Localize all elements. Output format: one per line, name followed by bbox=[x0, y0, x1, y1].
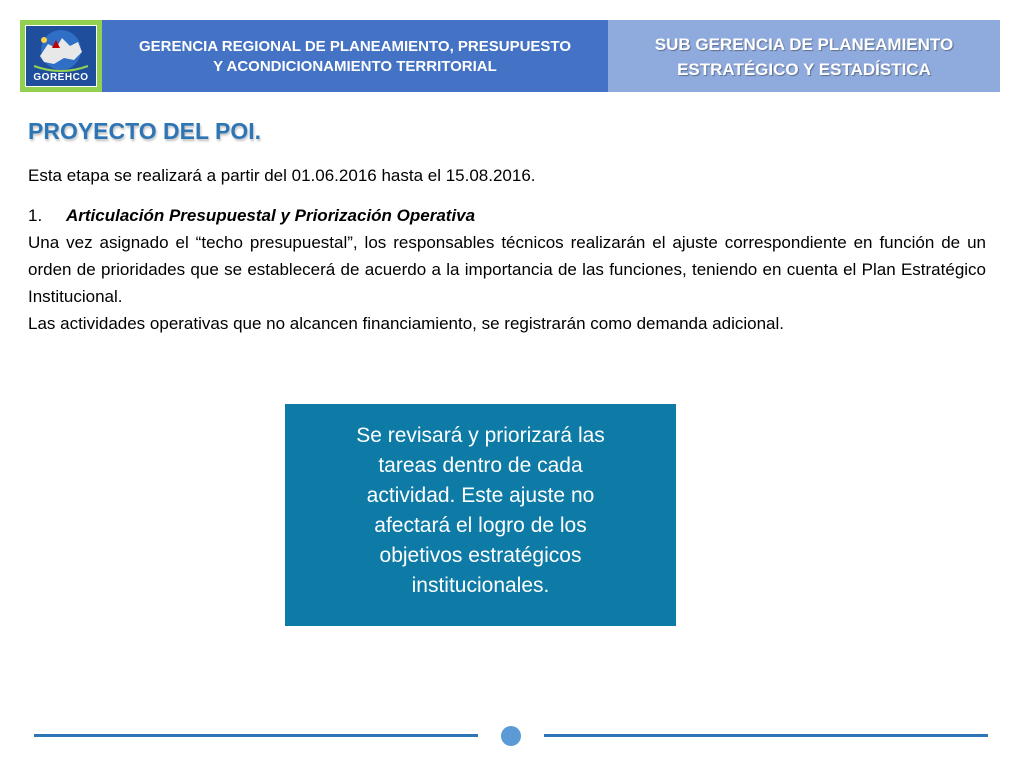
paragraph-2: Las actividades operativas que no alcancen financiamiento, se registrarán como demanda adicional. bbox=[28, 314, 785, 333]
header-left-title bbox=[102, 20, 608, 92]
header-left-line-2: Y ACONDICIONAMIENTO TERRITORIAL bbox=[213, 58, 497, 75]
page-title: PROYECTO DEL POI. bbox=[28, 118, 262, 144]
footer-divider-right bbox=[544, 734, 988, 737]
header-right-title bbox=[608, 20, 1000, 92]
callout-line-1: Se revisará y priorizará las bbox=[356, 424, 605, 447]
header-right-line-1: SUB GERENCIA DE PLANEAMIENTO bbox=[654, 35, 954, 54]
list-item-title: Articulación Presupuestal y Priorización Operativa bbox=[66, 206, 476, 225]
body-content bbox=[28, 162, 986, 337]
paragraph-1: Una vez asignado el “techo presupuestal”, los responsables técnicos realizarán el ajuste correspondiente en función de un orden de prioridades que se establecerá de acuerdo a la importancia de las funciones, teniendo en cuenta el Plan Estratégico Institucional. bbox=[28, 233, 986, 306]
callout-box bbox=[285, 404, 676, 626]
list-item-heading bbox=[28, 202, 986, 229]
footer-divider-left bbox=[34, 734, 478, 737]
header-banner bbox=[20, 20, 1000, 92]
callout-line-3: actividad. Este ajuste no bbox=[366, 484, 595, 507]
logo-emblem bbox=[25, 25, 97, 87]
callout-line-6: institucionales. bbox=[411, 574, 550, 597]
list-number: 1. bbox=[28, 206, 43, 225]
callout-line-5: objetivos estratégicos bbox=[379, 544, 582, 567]
header-right-line-2: ESTRATÉGICO Y ESTADÍSTICA bbox=[677, 60, 931, 79]
callout-line-2: tareas dentro de cada bbox=[378, 454, 583, 477]
intro-text: Esta etapa se realizará a partir del 01.06.2016 hasta el 15.08.2016. bbox=[28, 166, 536, 185]
gorehco-logo bbox=[20, 20, 102, 92]
logo-text: GOREHCO bbox=[33, 72, 89, 83]
footer-dot bbox=[501, 726, 521, 746]
callout-line-4: afectará el logro de los bbox=[374, 514, 587, 537]
header-left-line-1: GERENCIA REGIONAL DE PLANEAMIENTO, PRESUPUESTO bbox=[138, 38, 571, 55]
